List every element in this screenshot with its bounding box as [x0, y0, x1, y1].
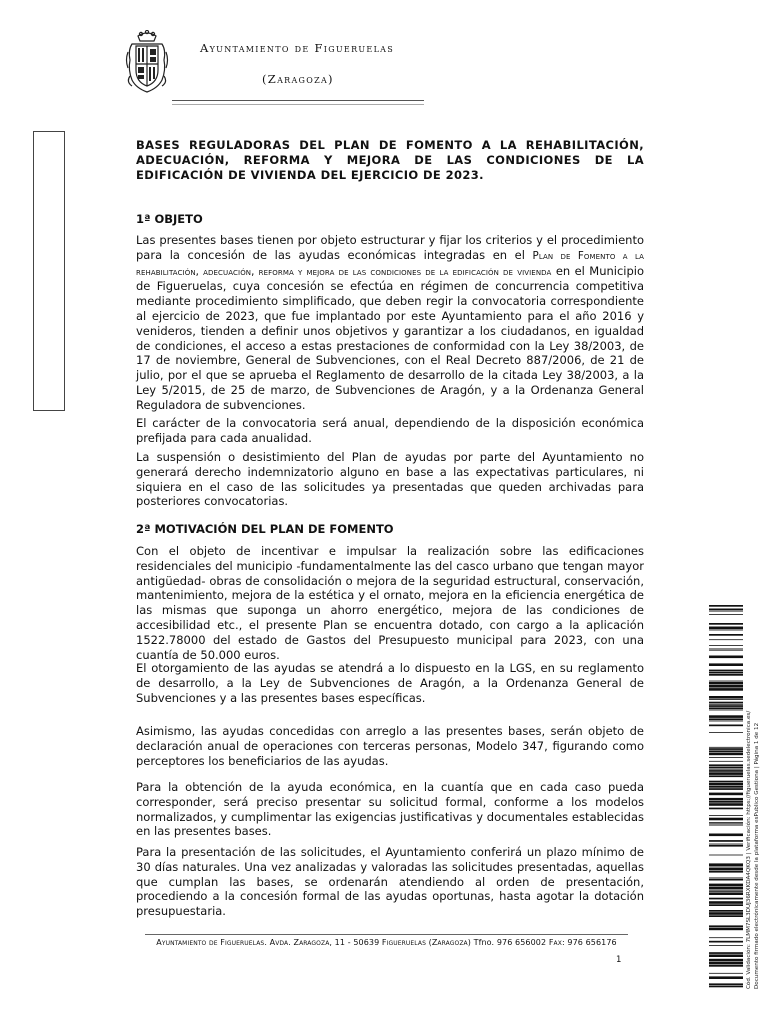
footer-phone: Tfno. 976 656002 — [470, 938, 549, 947]
paragraph-text: en el Municipio de Figueruelas, cuya concesión se efectúa en régimen de concurrencia competitiva mediante procedimiento simplificado, que deben regir la convocatoria correspondiente al ejercicio de 2023, que fue implantado por este Ayuntamiento para el año 2016 y venideros, tienden a definir unos objetivos y garantizar a los ciudadanos, en igualdad de condiciones, el acceso a estas prestaciones de conformidad con la Ley 38/2003, de 17 de noviembre, General de Subvenciones, con el Real Decreto 887/2006, de 21 de julio, por el que se aprueba el Reglamento de desarrollo de la citada Ley 38/2003, a la Ley 5/2015, de 25 de marzo, de Subvenciones de Aragón, y a la Ordenanza General Reguladora de subvenciones. — [136, 263, 645, 412]
paragraph-caracter: El carácter de la convocatoria será anual, dependiendo de la disposición económica prefijada para cada anualidad. — [136, 416, 644, 445]
header-rule-secondary — [172, 104, 424, 105]
paragraph-otorgamiento: El otorgamiento de las ayudas se atendrá a lo dispuesto en la LGS, en su reglamento de desarrollo, a la Ley de Subvenciones de Aragón, a la Ordenanza General de Subvenciones y a las presentes bases específicas. — [136, 661, 644, 705]
margin-box — [33, 131, 65, 411]
page-number: 1 — [616, 955, 622, 965]
section-heading-motivacion: 2ª MOTIVACIÓN DEL PLAN DE FOMENTO — [136, 522, 394, 536]
signature-note-line: Documento firmado electrónicamente desde la plataforma esPublico Gestiona | Página 1 de 12 — [754, 722, 760, 989]
section-heading-objeto: 1ª OBJETO — [136, 212, 203, 226]
paragraph-motivacion: Con el objeto de incentivar e impulsar la realización sobre las edificaciones residenciales del municipio -fundamentalmente las del casco urbano que tengan mayor antigüedad- obras de consolidación o mejora de la seguridad estructural, conservación, mantenimiento, mejora de la estética y el ornato, mejora en la eficiencia energética de las mismas que suponga un ahorro energético, mejora de las condiciones de accesibilidad etc., el presente Plan se encuentra dotado, con cargo a la aplicación 1522.78000 del estado de Gastos del Presupuesto municipal para 2023, con una cuantía de 50.000 euros. — [136, 544, 644, 662]
footer-rule — [145, 934, 628, 935]
paragraph-objeto — [136, 233, 644, 413]
header-rule — [172, 100, 424, 101]
paragraph-suspension: La suspensión o desistimiento del Plan de ayudas por parte del Ayuntamiento no generará derecho indemnizatorio alguno en base a las expectativas particulares, ni siquiera en el caso de las solicitudes ya presentadas que queden archivadas para posteriores convocatorias. — [136, 450, 644, 509]
barcode-icon — [709, 605, 743, 993]
province-name: (Zaragoza) — [262, 72, 334, 86]
coat-of-arms-icon — [124, 30, 170, 94]
municipality-name: Ayuntamiento de Figueruelas — [200, 41, 395, 55]
paragraph-presentacion: Para la presentación de las solicitudes, el Ayuntamiento conferirá un plazo mínimo de 30 días naturales. Una vez analizadas y valoradas las solicitudes presentadas, aquellas que cumplan las bases, se ordenarán atendiendo al orden de presentación, procediendo a la concesión formal de las ayudas oportunas, hasta agotar la dotación presupuestaria. — [136, 845, 644, 919]
plan-name-smallcaps: Plan de Fomento a la rehabilitación, adecuación, reforma y mejora de las condiciones de la edificación de vivienda — [136, 249, 644, 278]
footer-fax-label: Fax — [548, 938, 562, 947]
footer-fax: : 976 656176 — [561, 938, 617, 947]
validation-stamp — [742, 607, 764, 989]
paragraph-text: Las presentes bases tienen por objeto estructurar y fijar los criterios y el procedimiento para la concesión de las ayudas económicas integradas en el — [136, 233, 644, 262]
paragraph-asimismo: Asimismo, las ayudas concedidas con arreglo a las presentes bases, serán objeto de declaración anual de operaciones con terceras personas, Modelo 347, figurando como perceptores los beneficiarios de las ayudas. — [136, 724, 644, 768]
document-title: BASES REGULADORAS DEL PLAN DE FOMENTO A LA REHABILITACIÓN, ADECUACIÓN, REFORMA Y MEJORA DE LAS CONDICIONES DE LA EDIFICACIÓN DE VIVIENDA DEL EJERCICIO DE 2023. — [136, 138, 644, 182]
footer-address-text: Ayuntamiento de Figueruelas. Avda. Zaragoza, 11 - 50639 Figueruelas (Zaragoza) — [156, 938, 471, 947]
footer-address — [145, 938, 628, 947]
paragraph-obtencion: Para la obtención de la ayuda económica, en la cuantía que en cada caso pueda corresponder, será preciso presentar su solicitud formal, conforme a los modelos normalizados, y cumplimentar las exigencias justificativas y documentales establecidas en las presentes bases. — [136, 780, 644, 839]
validation-code-line: Cód. Validación: 7LMM7SL3DUJ36RXKDA4QKQ3 | Verificación: https://figueruelas.sedelectronica.es/ — [746, 710, 752, 989]
